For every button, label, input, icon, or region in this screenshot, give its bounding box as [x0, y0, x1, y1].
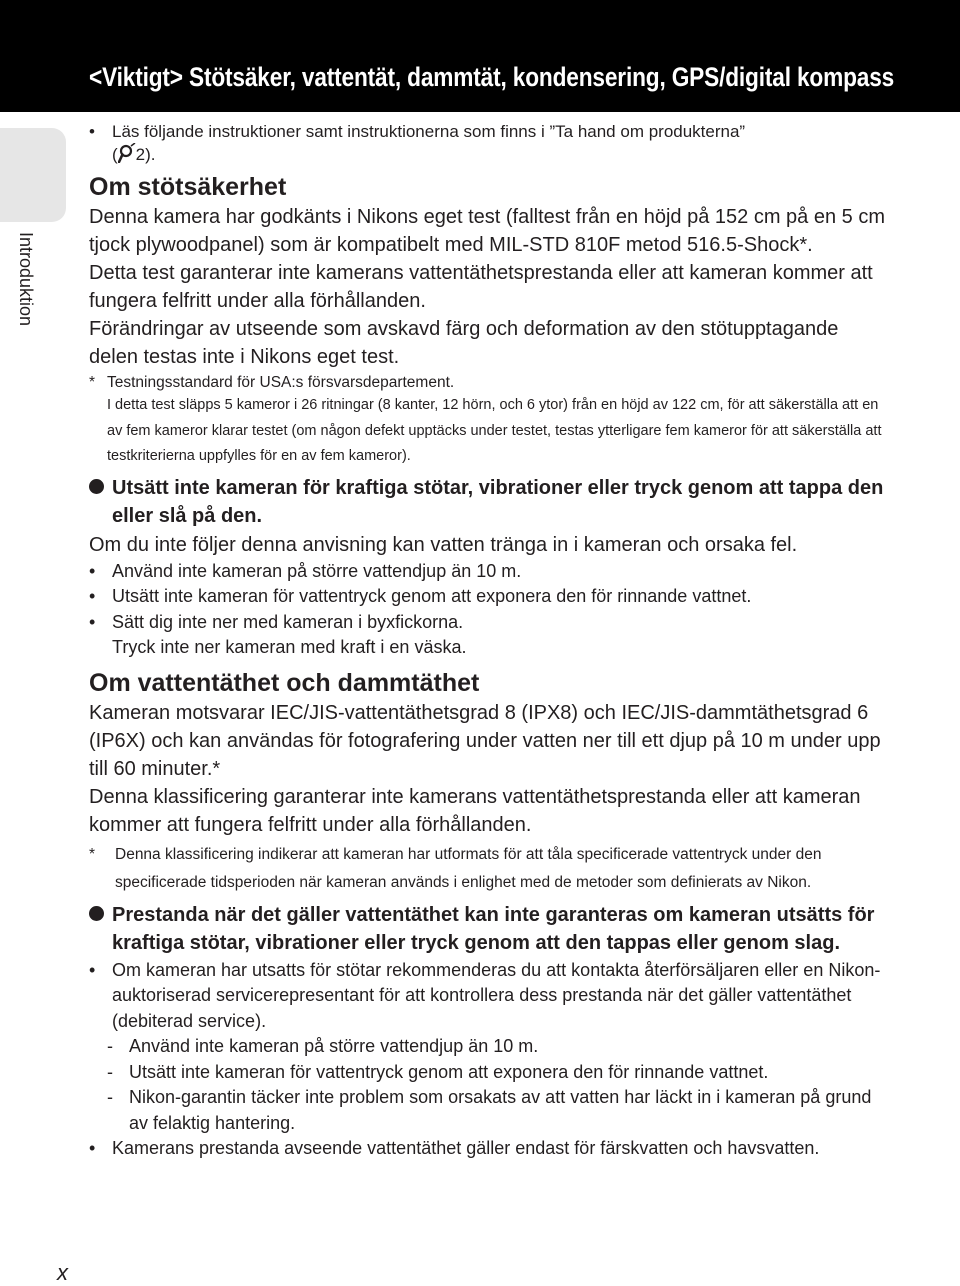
water-para-1: Kameran motsvarar IEC/JIS-vattentäthetsgrad 8 (IPX8) och IEC/JIS-dammtäthetsgrad 6 (IP6X) och kan användas för fotografering under vatten ner till ett djup på 10 m under upp till 60 minuter.* — [89, 701, 881, 780]
list-item: • Sätt dig inte ner med kameran i byxfickorna. — [89, 610, 889, 636]
shock-para-2: Detta test garanterar inte kamerans vattentäthetsprestanda eller att kameran kommer att fungera felfritt under alla förhållanden. — [89, 262, 873, 312]
section-tab — [0, 128, 66, 222]
warning-water-list — [89, 958, 889, 1035]
section-tab-label: Introduktion — [16, 232, 36, 327]
list-item: • Utsätt inte kameran för vattentryck genom att exponera den för rinnande vattnet. — [89, 584, 889, 610]
shock-heading: Om stötsäkerhet — [89, 173, 287, 201]
shock-footnote: * Testningsstandard för USA:s försvarsdepartement. — [89, 373, 889, 393]
intro-list — [89, 120, 889, 169]
shock-para-3: Förändringar av utseende som avskavd färg och deformation av den stötupptagande delen testas inte i Nikons eget test. — [89, 318, 839, 368]
list-item: • Om kameran har utsatts för stötar rekommenderas du att kontakta återförsäljaren eller en Nikon-auktoriserad servicerepresentant för att kontrollera dess prestanda när det gäller vattentäthet (debiterad service). — [89, 958, 889, 1035]
page-header — [0, 0, 960, 112]
shock-para-1: Denna kamera har godkänts i Nikons eget test (falltest från en höjd på 152 cm på en 5 cm tjock plywoodpanel) som är kompatibelt med MIL-STD 810F metod 516.5-Shock*. — [89, 206, 885, 256]
list-item: • Använd inte kameran på större vattendjup än 10 m. — [89, 559, 889, 585]
warning-shock-list — [89, 559, 889, 636]
intro-ref-page: 2). — [135, 145, 156, 164]
intro-text: Läs följande instruktioner samt instruktionerna som finns i ”Ta hand om produkterna” — [112, 122, 746, 141]
warning-water-list-2 — [89, 1136, 889, 1162]
warning-water: Prestanda när det gäller vattentäthet kan inte garanteras om kameran utsätts för kraftiga stötar, vibrationer eller tryck genom att den tappas eller genom slag. — [89, 901, 889, 958]
list-item: • Kamerans prestanda avseende vattentäthet gäller endast för färskvatten och havsvatten. — [89, 1136, 889, 1162]
page-title: <Viktigt> Stötsäker, vattentät, dammtät, kondensering, GPS/digital kompass — [89, 62, 895, 92]
dash-item: - Utsätt inte kameran för vattentryck genom att exponera den för rinnande vattnet. — [89, 1060, 889, 1086]
page-number: x — [57, 1260, 68, 1285]
intro-bullet — [89, 120, 889, 169]
list-item-continuation: Tryck inte ner kameran med kraft i en väska. — [112, 637, 467, 657]
warning-shock-text: Om du inte följer denna anvisning kan vatten tränga in i kameran och orsaka fel. — [89, 533, 798, 556]
intro-ref-open: ( — [112, 145, 118, 164]
water-para-2: Denna klassificering garanterar inte kamerans vattentäthetsprestanda eller att kameran kommer att fungera felfritt under alla förhållanden. — [89, 785, 861, 836]
water-footnote: * Denna klassificering indikerar att kameran har utformats för att tåla specificerade vattentryck under den specificerade tidsperioden när kameran används i enlighet med de metoder som definierats av Nikon. — [89, 841, 889, 897]
dash-item: - Använd inte kameran på större vattendjup än 10 m. — [89, 1034, 889, 1060]
shock-footnote-detail: I detta test släpps 5 kameror i 26 ritningar (8 kanter, 12 hörn, och 6 ytor) från en höjd av 122 cm, för att säkerställa att en av fem kameror klarar testet (om någon defekt upptäcks under testet, testas ytterligare fem kameror för att säkerställa att testkriterierna uppfylles för en av fem kameror). — [107, 397, 882, 464]
page-content — [89, 120, 889, 1162]
reference-icon — [118, 143, 136, 169]
dash-item: - Nikon-garantin täcker inte problem som orsakats av att vatten har läckt in i kameran på grund av felaktig hantering. — [89, 1085, 889, 1136]
warning-shock: Utsätt inte kameran för kraftiga stötar, vibrationer eller tryck genom att tappa den eller slå på den. — [89, 474, 889, 531]
water-heading: Om vattentäthet och dammtäthet — [89, 668, 480, 697]
